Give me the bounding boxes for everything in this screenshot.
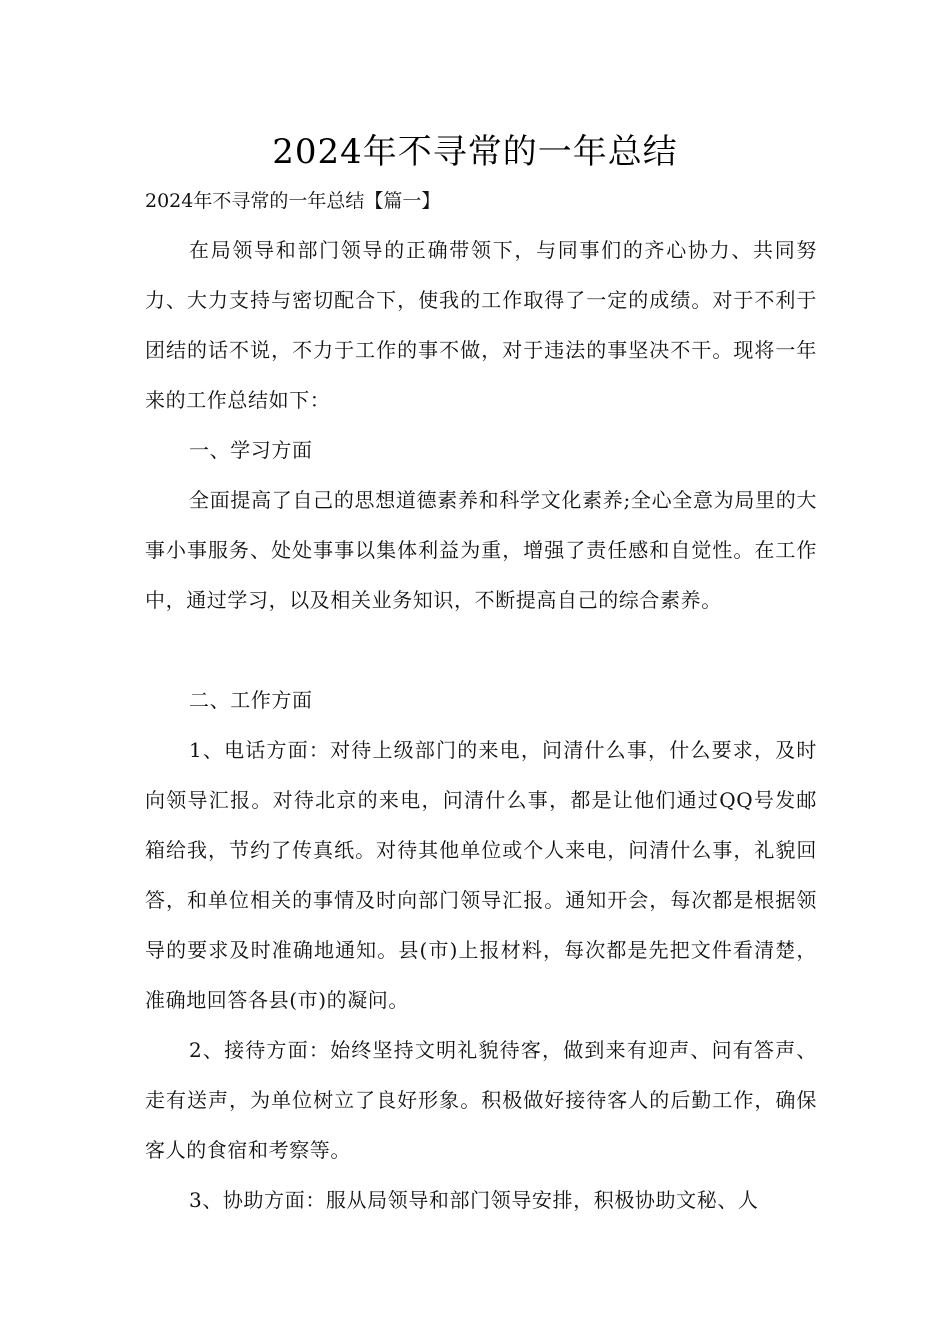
section-heading-study: 一、学习方面	[189, 438, 313, 462]
document-subtitle: 2024年不寻常的一年总结【篇一】	[145, 190, 441, 212]
page-title: 2024年不寻常的一年总结	[272, 132, 678, 172]
reception-paragraph: 2、接待方面：始终坚持文明礼貌待客，做到来有迎声、问有答声、走有送声，为单位树立了良好形象。积极做好接待客人的后勤工作，确保客人的食宿和考察等。	[145, 1038, 817, 1162]
section-heading-work: 二、工作方面	[189, 688, 313, 712]
phone-paragraph: 1、电话方面：对待上级部门的来电，问清什么事，什么要求，及时向领导汇报。对待北京的来电，问清什么事，都是让他们通过QQ号发邮箱给我，节约了传真纸。对待其他单位或个人来电，问清什么事，礼貌回答，和单位相关的事情及时向部门领导汇报。通知开会，每次都是根据领导的要求及时准确地通知。县(市)上报材料，每次都是先把文件看清楚，准确地回答各县(市)的凝问。	[145, 738, 817, 1012]
study-paragraph: 全面提高了自己的思想道德素养和科学文化素养;全心全意为局里的大事小事服务、处处事事以集体利益为重，增强了责任感和自觉性。在工作中，通过学习，以及相关业务知识，不断提高自己的综合素养。	[145, 488, 817, 612]
assist-paragraph: 3、协助方面：服从局领导和部门领导安排，积极协助文秘、人	[189, 1188, 759, 1212]
intro-paragraph: 在局领导和部门领导的正确带领下，与同事们的齐心协力、共同努力、大力支持与密切配合下，使我的工作取得了一定的成绩。对于不利于团结的话不说，不力于工作的事不做，对于违法的事坚决不干。现将一年来的工作总结如下：	[145, 238, 817, 412]
